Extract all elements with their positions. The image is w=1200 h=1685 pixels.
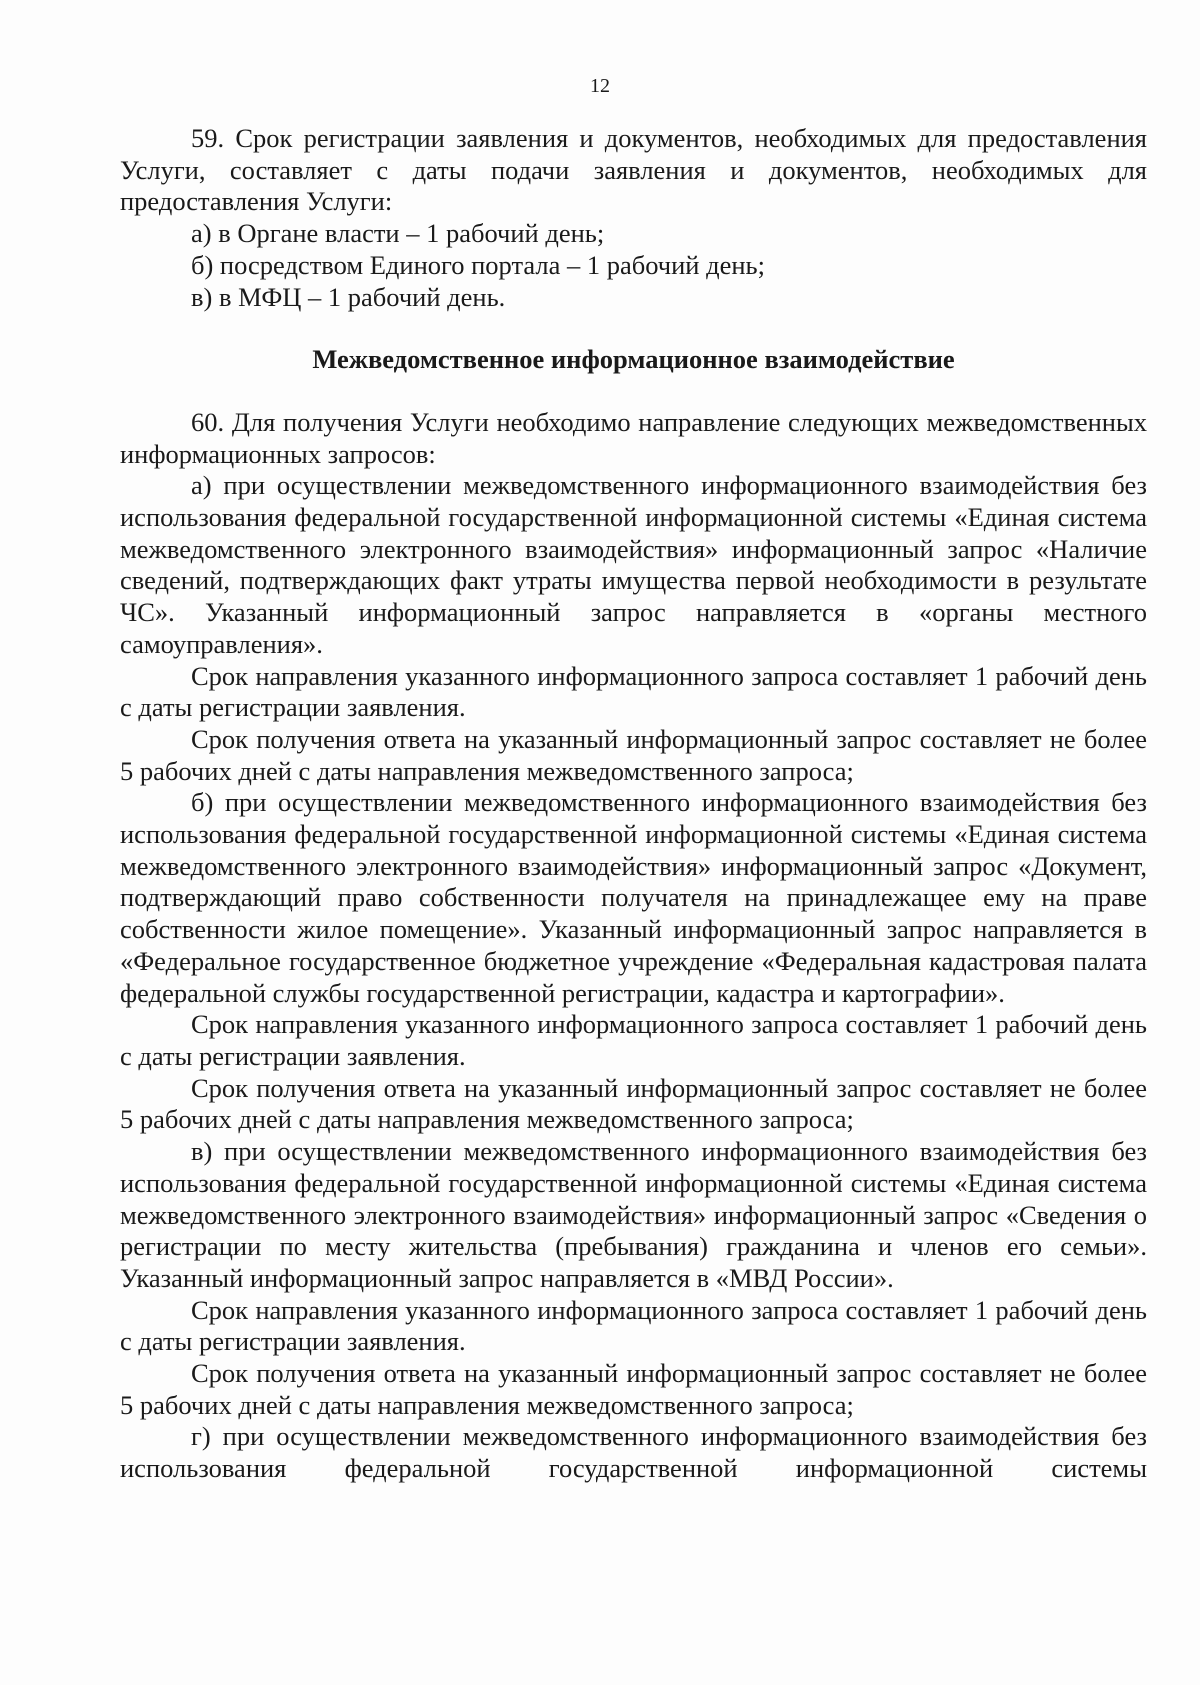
paragraph-60-intro: 60. Для получения Услуги необходимо направление следующих межведомственных информационных запросов:	[120, 406, 1147, 469]
paragraph-60-item-v-receive-term: Срок получения ответа на указанный информационный запрос составляет не более 5 рабочих дней с даты направления межведомственного запроса;	[120, 1358, 1147, 1420]
document-body	[120, 123, 1147, 1485]
paragraph-60-item-b-receive-term: Срок получения ответа на указанный информационный запрос составляет не более 5 рабочих дней с даты направления межведомственного запроса;	[120, 1072, 1147, 1135]
paragraph-60-item-v-send-term: Срок направления указанного информационного запроса составляет 1 рабочий день с даты регистрации заявления.	[120, 1294, 1147, 1357]
paragraph-60-item-a: а) при осуществлении межведомственного информационного взаимодействия без использования федеральной государственной информационной системы «Единая система межведомственного электронного взаимодействия» информационный запрос «Наличие сведений, подтверждающих факт утраты имущества первой необходимости в результате ЧС». Указанный информационный запрос направляется в «органы местного самоуправления».	[120, 470, 1147, 659]
paragraph-59-item-a: а) в Органе власти – 1 рабочий день;	[191, 218, 605, 249]
paragraph-60-item-a-send-term: Срок направления указанного информационного запроса составляет 1 рабочий день с даты регистрации заявления.	[120, 660, 1147, 723]
paragraph-60-item-b: б) при осуществлении межведомственного информационного взаимодействия без использования федеральной государственной информационной системы «Единая система межведомственного электронного взаимодействия» информационный запрос «Документ, подтверждающий право собственности получателя на принадлежащее ему на праве собственности жилое помещение». Указанный информационный запрос направляется в «Федеральное государственное бюджетное учреждение «Федеральная кадастровая палата федеральной службы государственной регистрации, кадастра и картографии».	[120, 787, 1147, 1008]
paragraph-60-item-v: в) при осуществлении межведомственного информационного взаимодействия без использования федеральной государственной информационной системы «Единая система межведомственного электронного взаимодействия» информационный запрос «Сведения о регистрации по месту жительства (пребывания) гражданина и членов его семьи». Указанный информационный запрос направляется в «МВД России».	[120, 1136, 1147, 1293]
paragraph-59-item-b: б) посредством Единого портала – 1 рабочий день;	[191, 249, 765, 280]
paragraph-59-intro: 59. Срок регистрации заявления и документов, необходимых для предоставления Услуги, составляет с даты подачи заявления и документов, необходимых для предоставления Услуги:	[120, 123, 1147, 217]
section-heading: Межведомственное информационное взаимодействие	[312, 344, 955, 375]
paragraph-60-item-a-receive-term: Срок получения ответа на указанный информационный запрос составляет не более 5 рабочих дней с даты направления межведомственного запроса;	[120, 723, 1147, 786]
paragraph-60-item-b-send-term: Срок направления указанного информационного запроса составляет 1 рабочий день с даты регистрации заявления.	[120, 1009, 1147, 1071]
page-number: 12	[590, 75, 610, 97]
paragraph-59-item-v: в) в МФЦ – 1 рабочий день.	[191, 281, 506, 312]
paragraph-60-item-g: г) при осуществлении межведомственного информационного взаимодействия без использования федеральной государственной информационной системы	[120, 1421, 1147, 1484]
